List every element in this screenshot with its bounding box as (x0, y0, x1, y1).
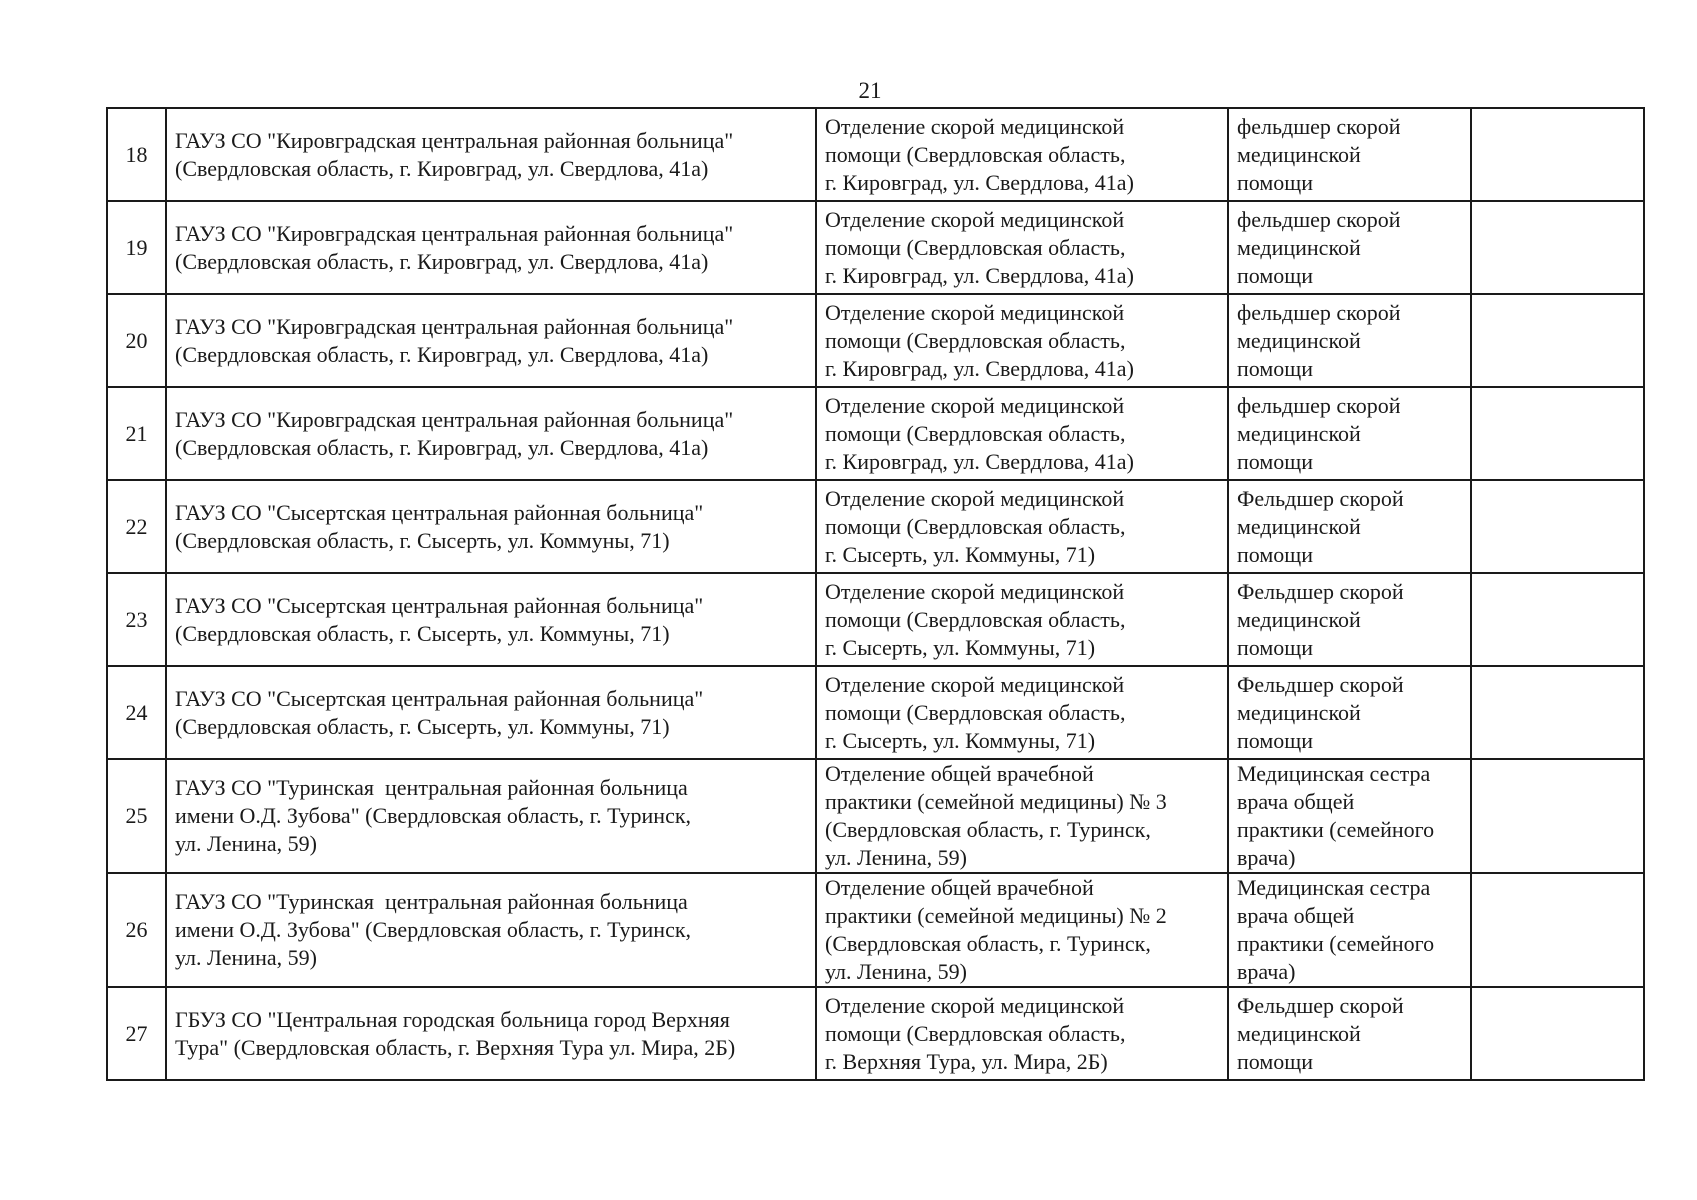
row-number-cell (107, 480, 166, 573)
position-line: Медицинская сестра (1237, 761, 1431, 786)
organization-line: ГАУЗ СО "Кировградская центральная районная больница" (175, 406, 734, 432)
empty-cell (1471, 387, 1644, 480)
position-line: помощи (1237, 1048, 1313, 1074)
page-number: 21 (858, 78, 882, 103)
department-line: Отделение скорой медицинской (825, 671, 1125, 697)
position-line: практики (семейного (1237, 817, 1435, 842)
table-row (107, 294, 1644, 387)
organization-cell (166, 873, 816, 987)
position-cell (1228, 873, 1471, 987)
position-line: помощи (1237, 727, 1313, 753)
department-line: Отделение скорой медицинской (825, 992, 1125, 1018)
department-line: Отделение скорой медицинской (825, 578, 1125, 604)
empty-cell (1471, 666, 1644, 759)
department-line: помощи (Свердловская область, (825, 327, 1126, 353)
organization-line: ГАУЗ СО "Туринская центральная районная больница (175, 889, 688, 914)
position-line: медицинской (1237, 141, 1361, 167)
department-line: Отделение скорой медицинской (825, 392, 1125, 418)
department-line: Отделение скорой медицинской (825, 206, 1125, 232)
empty-cell (1471, 201, 1644, 294)
organization-cell (166, 573, 816, 666)
position-cell (1228, 480, 1471, 573)
empty-cell (1471, 108, 1644, 201)
department-line: г. Кировград, ул. Свердлова, 41а) (825, 355, 1134, 381)
row-number-cell (107, 387, 166, 480)
department-line: (Свердловская область, г. Туринск, (825, 817, 1151, 842)
empty-cell (1471, 873, 1644, 987)
department-line: ул. Ленина, 59) (825, 959, 967, 984)
organization-cell (166, 480, 816, 573)
department-line: помощи (Свердловская область, (825, 420, 1126, 446)
organization-line: ГАУЗ СО "Сысертская центральная районная больница" (175, 499, 704, 525)
row-number: 23 (125, 606, 148, 632)
table-row (107, 666, 1644, 759)
table-row (107, 201, 1644, 294)
department-line: Отделение общей врачебной (825, 761, 1094, 786)
position-cell (1228, 573, 1471, 666)
position-line: помощи (1237, 169, 1313, 195)
organization-line: ул. Ленина, 59) (175, 945, 317, 970)
organization-line: имени О.Д. Зубова" (Свердловская область, г. Туринск, (175, 803, 692, 828)
department-line: помощи (Свердловская область, (825, 513, 1126, 539)
position-line: медицинской (1237, 1020, 1361, 1046)
row-number-cell (107, 987, 166, 1080)
department-line: помощи (Свердловская область, (825, 606, 1126, 632)
department-line: помощи (Свердловская область, (825, 1020, 1126, 1046)
organization-cell (166, 294, 816, 387)
position-line: медицинской (1237, 699, 1361, 725)
department-cell (816, 873, 1228, 987)
position-line: фельдшер скорой (1237, 113, 1401, 139)
organization-line: ГАУЗ СО "Туринская центральная районная больница (175, 775, 688, 800)
department-line: г. Сысерть, ул. Коммуны, 71) (825, 727, 1096, 753)
position-line: медицинской (1237, 420, 1361, 446)
row-number-cell (107, 573, 166, 666)
row-number: 24 (125, 699, 148, 725)
department-line: г. Кировград, ул. Свердлова, 41а) (825, 169, 1134, 195)
empty-cell (1471, 480, 1644, 573)
position-line: медицинской (1237, 606, 1361, 632)
department-line: Отделение скорой медицинской (825, 113, 1125, 139)
department-cell (816, 666, 1228, 759)
position-line: медицинской (1237, 234, 1361, 260)
row-number-cell (107, 873, 166, 987)
position-line: врача общей (1237, 903, 1355, 928)
organization-line: ГАУЗ СО "Сысертская центральная районная больница" (175, 685, 704, 711)
row-number: 26 (125, 917, 148, 942)
department-line: г. Верхняя Тура, ул. Мира, 2Б) (825, 1048, 1108, 1074)
position-line: помощи (1237, 541, 1313, 567)
organization-line: (Свердловская область, г. Кировград, ул. Свердлова, 41а) (175, 341, 709, 367)
department-cell (816, 294, 1228, 387)
position-line: фельдшер скорой (1237, 206, 1401, 232)
position-cell (1228, 987, 1471, 1080)
organization-line: ГАУЗ СО "Сысертская центральная районная больница" (175, 592, 704, 618)
organization-cell (166, 108, 816, 201)
department-line: ул. Ленина, 59) (825, 845, 967, 870)
empty-cell (1471, 759, 1644, 873)
row-number-cell (107, 759, 166, 873)
position-line: фельдшер скорой (1237, 299, 1401, 325)
department-line: помощи (Свердловская область, (825, 141, 1126, 167)
position-cell (1228, 387, 1471, 480)
table-row (107, 573, 1644, 666)
table-row (107, 759, 1644, 873)
position-line: помощи (1237, 448, 1313, 474)
row-number-cell (107, 294, 166, 387)
position-line: помощи (1237, 262, 1313, 288)
position-line: медицинской (1237, 327, 1361, 353)
row-number: 21 (125, 420, 148, 446)
department-line: г. Кировград, ул. Свердлова, 41а) (825, 448, 1134, 474)
row-number: 19 (125, 234, 148, 260)
position-line: помощи (1237, 355, 1313, 381)
department-line: Отделение общей врачебной (825, 875, 1094, 900)
department-line: помощи (Свердловская область, (825, 234, 1126, 260)
department-cell (816, 387, 1228, 480)
organization-cell (166, 201, 816, 294)
department-line: Отделение скорой медицинской (825, 299, 1125, 325)
position-line: Фельдшер скорой (1237, 671, 1404, 697)
organization-cell (166, 987, 816, 1080)
department-line: г. Кировград, ул. Свердлова, 41а) (825, 262, 1134, 288)
table-row (107, 108, 1644, 201)
table-row (107, 480, 1644, 573)
organization-cell (166, 759, 816, 873)
empty-cell (1471, 294, 1644, 387)
position-line: Фельдшер скорой (1237, 578, 1404, 604)
row-number: 20 (125, 327, 148, 353)
row-number-cell (107, 666, 166, 759)
department-cell (816, 201, 1228, 294)
empty-cell (1471, 987, 1644, 1080)
table-row (107, 873, 1644, 987)
position-line: врача общей (1237, 789, 1355, 814)
organization-line: ГАУЗ СО "Кировградская центральная районная больница" (175, 313, 734, 339)
row-number: 25 (125, 803, 148, 828)
table-row (107, 987, 1644, 1080)
organization-line: ГАУЗ СО "Кировградская центральная районная больница" (175, 127, 734, 153)
organization-line: ул. Ленина, 59) (175, 831, 317, 856)
row-number: 22 (125, 513, 148, 539)
position-line: Фельдшер скорой (1237, 485, 1404, 511)
department-cell (816, 573, 1228, 666)
position-line: врача) (1237, 959, 1296, 984)
organization-line: (Свердловская область, г. Сысерть, ул. Коммуны, 71) (175, 620, 670, 646)
position-cell (1228, 759, 1471, 873)
row-number: 27 (125, 1020, 148, 1046)
department-cell (816, 108, 1228, 201)
organization-cell (166, 387, 816, 480)
department-line: Отделение скорой медицинской (825, 485, 1125, 511)
empty-cell (1471, 573, 1644, 666)
department-cell (816, 480, 1228, 573)
organization-cell (166, 666, 816, 759)
organization-line: ГАУЗ СО "Кировградская центральная районная больница" (175, 220, 734, 246)
department-line: практики (семейной медицины) № 3 (825, 789, 1167, 814)
department-cell (816, 987, 1228, 1080)
position-line: медицинской (1237, 513, 1361, 539)
organization-line: (Свердловская область, г. Сысерть, ул. Коммуны, 71) (175, 713, 670, 739)
department-line: г. Сысерть, ул. Коммуны, 71) (825, 541, 1096, 567)
table-row (107, 387, 1644, 480)
position-line: Фельдшер скорой (1237, 992, 1404, 1018)
facilities-table (106, 107, 1645, 1081)
organization-line: (Свердловская область, г. Кировград, ул. Свердлова, 41а) (175, 434, 709, 460)
organization-line: (Свердловская область, г. Кировград, ул. Свердлова, 41а) (175, 155, 709, 181)
position-line: врача) (1237, 845, 1296, 870)
organization-line: (Свердловская область, г. Сысерть, ул. Коммуны, 71) (175, 527, 670, 553)
department-line: (Свердловская область, г. Туринск, (825, 931, 1151, 956)
position-line: фельдшер скорой (1237, 392, 1401, 418)
position-cell (1228, 666, 1471, 759)
organization-line: ГБУЗ СО "Центральная городская больница город Верхняя (175, 1006, 730, 1032)
row-number-cell (107, 201, 166, 294)
position-line: практики (семейного (1237, 931, 1435, 956)
position-cell (1228, 294, 1471, 387)
row-number-cell (107, 108, 166, 201)
position-cell (1228, 108, 1471, 201)
department-line: г. Сысерть, ул. Коммуны, 71) (825, 634, 1096, 660)
row-number: 18 (125, 141, 148, 167)
position-line: помощи (1237, 634, 1313, 660)
organization-line: Тура" (Свердловская область, г. Верхняя Тура ул. Мира, 2Б) (175, 1034, 736, 1060)
position-cell (1228, 201, 1471, 294)
organization-line: (Свердловская область, г. Кировград, ул. Свердлова, 41а) (175, 248, 709, 274)
position-line: Медицинская сестра (1237, 875, 1431, 900)
department-cell (816, 759, 1228, 873)
department-line: практики (семейной медицины) № 2 (825, 903, 1167, 928)
organization-line: имени О.Д. Зубова" (Свердловская область, г. Туринск, (175, 917, 692, 942)
department-line: помощи (Свердловская область, (825, 699, 1126, 725)
